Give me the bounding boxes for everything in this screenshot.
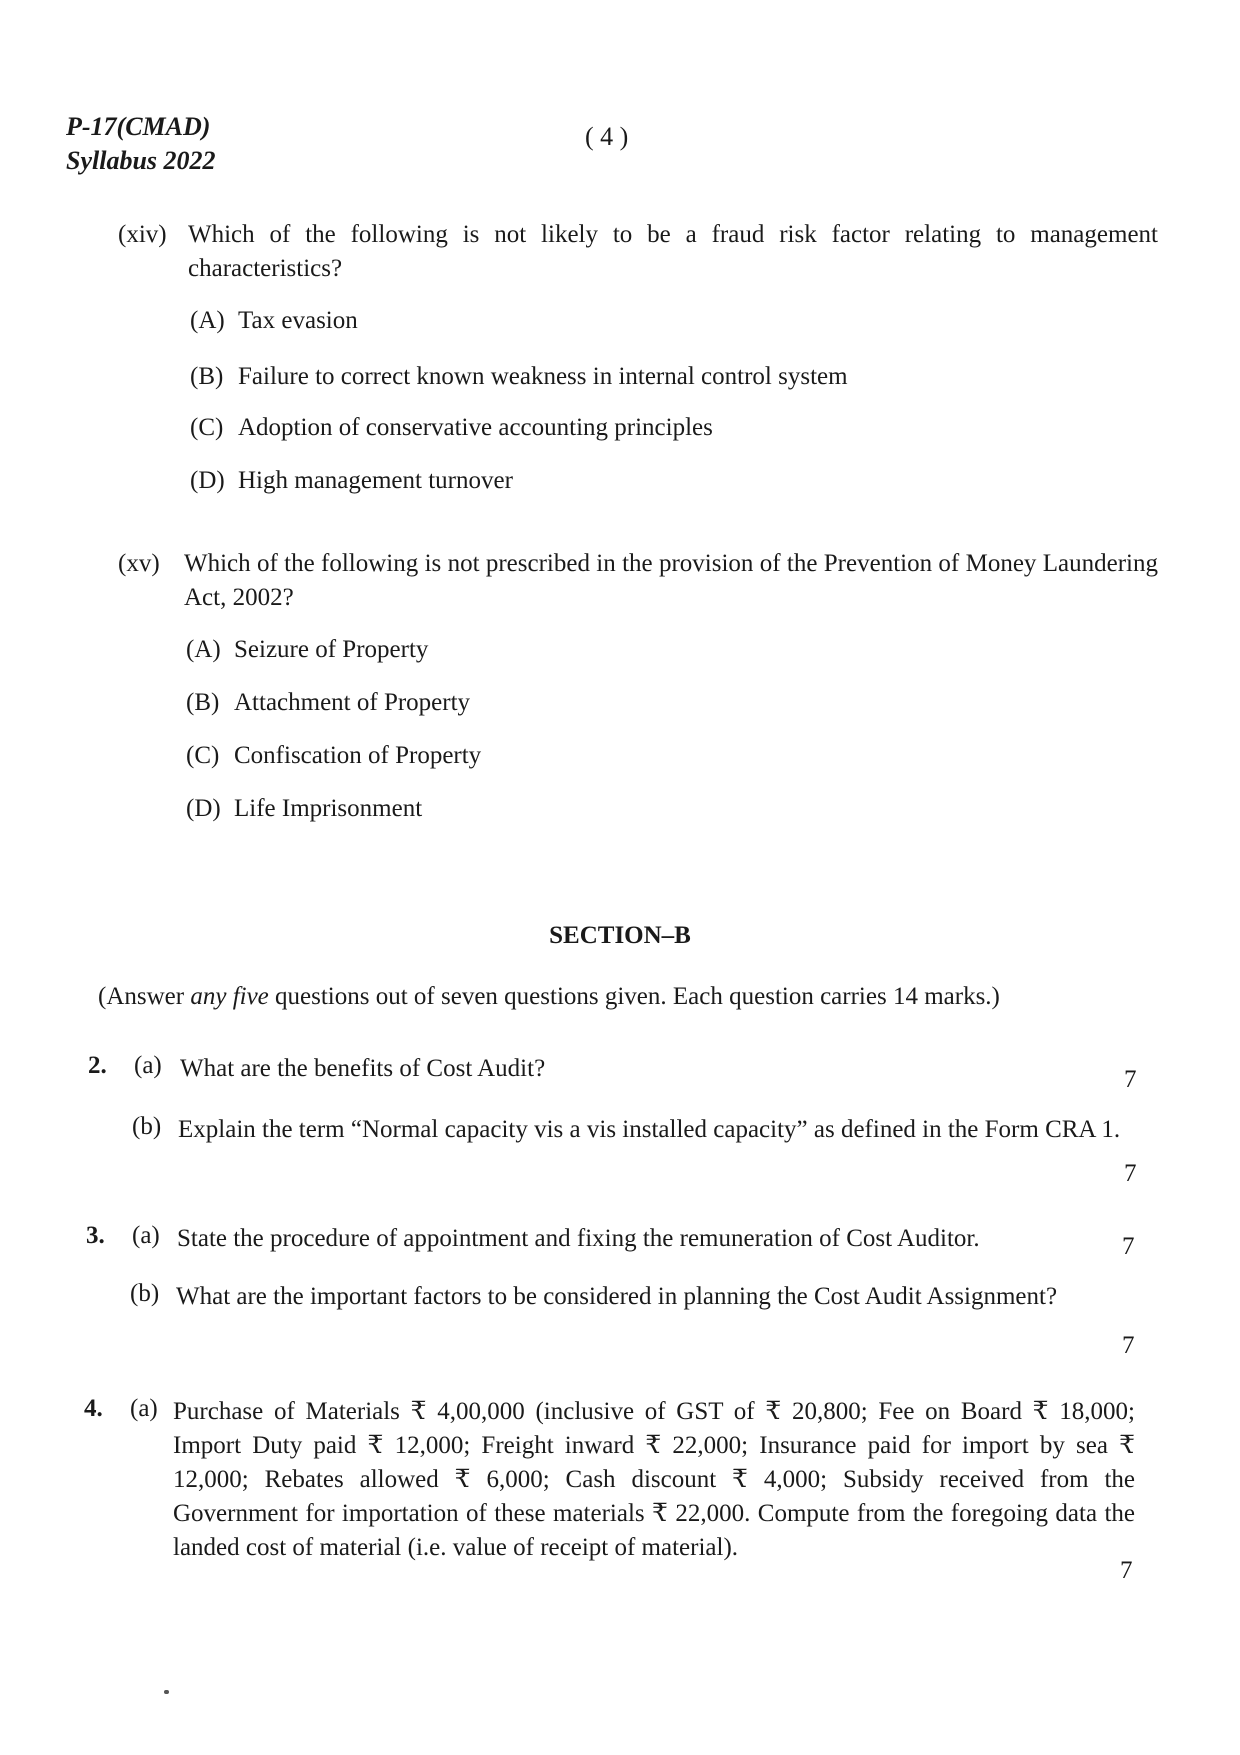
mcq-option [186,636,428,664]
mcq-question [118,547,1158,617]
section-instruction [98,983,1000,1011]
mcq-option [186,795,422,823]
option-label: (C) [190,414,224,441]
paper-code: P-17(CMAD) [66,112,211,141]
question-number: 2. [88,1052,107,1079]
option-text: Failure to correct known weakness in internal control system [238,363,848,390]
part-text: Purchase of Materials ₹ 4,00,000 (inclusive of GST of ₹ 20,800; Fee on Board ₹ 18,000; Import Duty paid ₹ 12,000; Freight inward ₹ 22,000; Insurance paid for import by sea ₹ 12,000; Rebates allowed ₹ 6,000; Cash discount ₹ 4,000; Subsidy received from the Government for importation of these materials ₹ 22,000. Compute from the foregoing data the landed cost of material (i.e. value of receipt of material). [173,1398,1135,1561]
option-label: (D) [190,467,225,494]
option-label: (A) [190,307,225,334]
mcq-option [186,689,470,717]
instruction-post: questions out of seven questions given. Each question carries 14 marks.) [268,983,1000,1010]
question-number: (xiv) [118,221,167,248]
question-number: 3. [86,1222,105,1249]
marks: 7 [1124,1066,1137,1093]
option-text: Seizure of Property [234,636,429,663]
option-label: (A) [186,636,221,663]
option-label: (C) [186,742,220,769]
section-title: SECTION–B [549,922,691,949]
option-text: Life Imprisonment [234,795,423,822]
mcq-option [190,414,713,442]
part-text: What are the important factors to be considered in planning the Cost Audit Assignment? [176,1283,1058,1310]
syllabus-label: Syllabus 2022 [66,146,216,175]
instruction-emphasis: any five [190,983,269,1010]
part-text: State the procedure of appointment and fixing the remuneration of Cost Auditor. [177,1225,980,1252]
mcq-question [118,218,1158,288]
part-text: What are the benefits of Cost Audit? [180,1055,546,1082]
marks: 7 [1122,1233,1135,1260]
option-text: High management turnover [238,467,513,494]
part-text: Explain the term “Normal capacity vis a vis installed capacity” as defined in the Form CRA 1. [178,1116,1121,1143]
marks: 7 [1124,1160,1137,1187]
part-label: (a) [134,1052,162,1079]
option-label: (B) [186,689,220,716]
option-text: Confiscation of Property [234,742,482,769]
mcq-option [190,467,513,495]
part-label: (b) [130,1280,160,1307]
mcq-option [190,307,358,335]
part-label: (a) [132,1222,160,1249]
page-number: ( 4 ) [585,122,629,151]
question-text: Which of the following is not prescribed in the provision of the Prevention of Money Laundering Act, 2002? [184,550,1158,611]
option-text: Adoption of conservative accounting principles [238,414,713,441]
instruction-pre: (Answer [98,983,191,1010]
marks: 7 [1122,1332,1135,1359]
part-label: (b) [132,1113,162,1140]
option-text: Tax evasion [238,307,358,334]
scan-speck [164,1690,169,1694]
question-number: 4. [84,1395,103,1422]
part-label: (a) [130,1395,158,1422]
mcq-option [190,363,848,391]
option-label: (B) [190,363,224,390]
option-text: Attachment of Property [234,689,471,716]
question-text: Which of the following is not likely to be a fraud risk factor relating to management characteristics? [188,221,1158,282]
marks: 7 [1120,1557,1133,1584]
option-label: (D) [186,795,221,822]
question-number: (xv) [118,550,160,577]
mcq-option [186,742,481,770]
